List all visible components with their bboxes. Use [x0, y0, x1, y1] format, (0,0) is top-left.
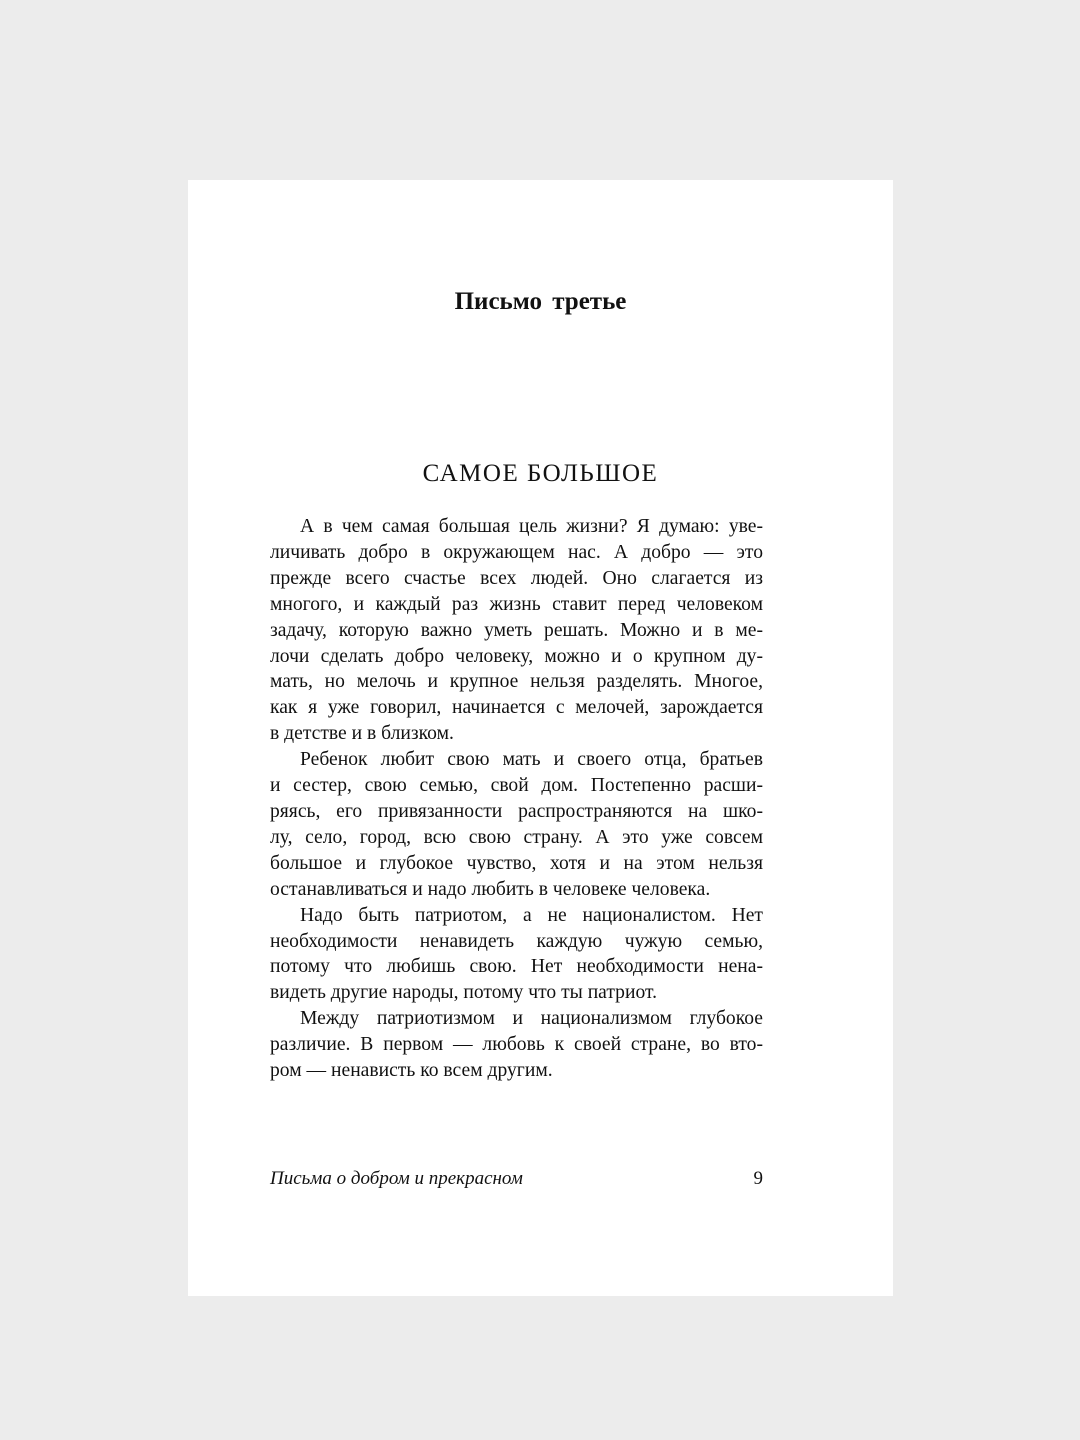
paragraph-4	[270, 1006, 763, 1084]
text-line: и сестер, свою семью, свой дом. Постепенно расши-	[270, 775, 763, 797]
text-line: ряясь, его привязанности распространяются на шко-	[270, 800, 763, 822]
text-line: Ребенок любит свою мать и своего отца, братьев	[300, 749, 763, 771]
text-line: в детстве и в близком.	[270, 723, 454, 745]
text-line: потому что любишь свою. Нет необходимости нена-	[270, 956, 763, 978]
running-title: Письма о добром и прекрасном	[270, 1168, 523, 1189]
book-page	[188, 180, 893, 1296]
text-line: прежде всего счастье всех людей. Оно слагается из	[270, 567, 763, 589]
text-line: как я уже говорил, начинается с мелочей, зарождается	[270, 697, 763, 719]
text-line: мать, но мелочь и крупное нельзя разделять. Многое,	[270, 671, 763, 693]
paragraph-3	[270, 903, 763, 1007]
text-line: ром — ненависть ко всем другим.	[270, 1060, 553, 1082]
text-line: необходимости ненавидеть каждую чужую семью,	[270, 930, 763, 952]
body-text	[270, 514, 763, 1084]
text-line: различие. В первом — любовь к своей стране, во вто-	[270, 1034, 763, 1056]
letter-title: Письмо третье	[454, 288, 627, 315]
section-title: САМОЕ БОЛЬШОЕ	[422, 460, 659, 487]
text-line: многого, и каждый раз жизнь ставит перед человеком	[270, 593, 763, 615]
text-line: лу, село, город, всю свою страну. А это уже совсем	[270, 826, 763, 848]
text-line: А в чем самая большая цель жизни? Я думаю: уве-	[300, 516, 763, 537]
text-line: Между патриотизмом и национализмом глубокое	[300, 1008, 763, 1030]
text-line: задачу, которую важно уметь решать. Можно и в ме-	[270, 619, 763, 641]
text-line: видеть другие народы, потому что ты патриот.	[270, 982, 657, 1004]
text-line: Надо быть патриотом, а не националистом. Нет	[300, 904, 763, 926]
page-footer	[270, 1168, 763, 1190]
text-line: лочи сделать добро человеку, можно и о крупном ду-	[270, 645, 763, 667]
text-line: личивать добро в окружающем нас. А добро — это	[270, 541, 763, 563]
text-line: большое и глубокое чувство, хотя и на этом нельзя	[270, 852, 763, 874]
paragraph-1	[270, 514, 763, 747]
text-line: останавливаться и надо любить в человеке человека.	[270, 878, 711, 900]
page-number: 9	[753, 1168, 763, 1189]
paragraph-2	[270, 747, 763, 902]
